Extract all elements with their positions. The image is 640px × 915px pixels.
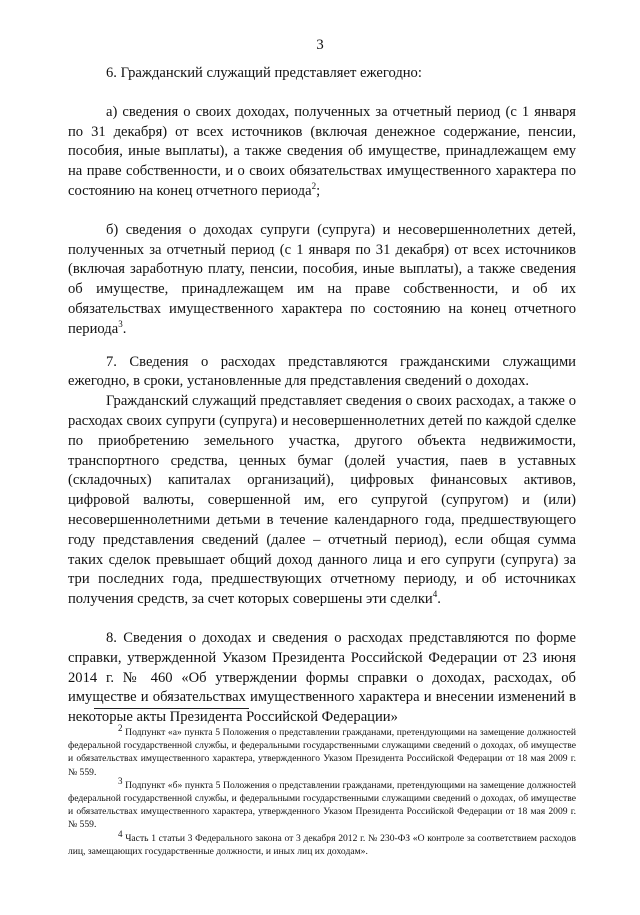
footnote-ref-4[interactable]: 4	[432, 589, 438, 600]
paragraph-8: 8. Сведения о доходах и сведения о расходах представляются по форме справки, утвержденной Указом Президента Российской Федерации от 23 июня 2014 г. № 460 «Об утверждении формы справки о доходах, расходах, об имуществе и обязательствах имущественного характера и внесении изменений в некоторые акты Президента Российской Федерации»	[68, 629, 576, 726]
footnote-separator	[94, 708, 249, 709]
paragraph-6b: б) сведения о доходах супруги (супруга) и несовершеннолетних детей, полученных за отчетный период (с 1 января по 31 декабря) от всех источников (включая заработную плату, пенсии, пособия, иные выплаты), а также сведения об имуществе, принадлежащем им на праве собственности, и об их обязательствах имущественного характера по состоянию на конец отчетного периода$^3$.	[68, 221, 576, 337]
footnote-ref-2[interactable]: 2	[311, 181, 317, 192]
paragraph-6: 6. Гражданский служащий представляет ежегодно:	[106, 65, 422, 81]
footnote-ref-3[interactable]: 3	[118, 318, 123, 329]
paragraph-7: 7. Сведения о расходах представляются гражданскими служащими ежегодно, в сроки, установленные для представления сведений о доходах.	[68, 353, 576, 390]
footnotes	[68, 722, 576, 858]
paragraph-7-continued: Гражданский служащий представляет сведения о своих расходах, а также о расходах своих супруги (супруга) и несовершеннолетних детей по каждой сделке по приобретению земельного участка, другого объекта недвижимости, транспортного средства, ценных бумаг (долей участия, паев в уставных (складочных) капиталах организаций), цифровых финансовых активов, цифровой валюты, совершенной им, его супругой (супругом) и (или) несовершеннолетними детьми в течение календарного года, предшествующего году представления сведений (далее – отчетный период), если общая сумма таких сделок превышает общий доход данного лица и его супруги (супруга) за три последних года, предшествующих отчетному периоду, и об источниках получения средств, за счет которых совершены эти сделки$^4$.	[68, 393, 576, 608]
document-body	[68, 64, 576, 728]
page-number: 3	[316, 37, 324, 53]
footnote-3: $^3$ Подпункт «б» пункта 5 Положения о представлении гражданами, претендующими на замещение должностей федеральной государственной службы, и федеральными государственными служащими сведений о доходах, об имуществе и обязательствах имущественного характера, утвержденного Указом Президента Российской Федерации от 18 мая 2009 г. № 559.	[68, 775, 576, 831]
paragraph-6a: а) сведения о своих доходах, полученных за отчетный период (с 1 января по 31 декабря) от всех источников (включая денежное содержание, пенсии, пособия, иные выплаты), а также сведения об имуществе, принадлежащем ему на праве собственности, и о своих обязательствах имущественного характера по состоянию на конец отчетного периода$^2$;	[68, 103, 576, 199]
footnote-4: $^4$ Часть 1 статьи 3 Федерального закона от 3 декабря 2012 г. № 230-ФЗ «О контроле за соответствием расходов лиц, замещающих государственные должности, и иных лиц их доходам».	[68, 828, 576, 857]
footnote-2: $^2$ Подпункт «а» пункта 5 Положения о представлении гражданами, претендующими на замещение должностей федеральной государственной службы, и федеральными государственными служащими сведений о доходах, об имуществе и обязательствах имущественного характера, утвержденного Указом Президента Российской Федерации от 18 мая 2009 г. № 559.	[68, 722, 576, 778]
